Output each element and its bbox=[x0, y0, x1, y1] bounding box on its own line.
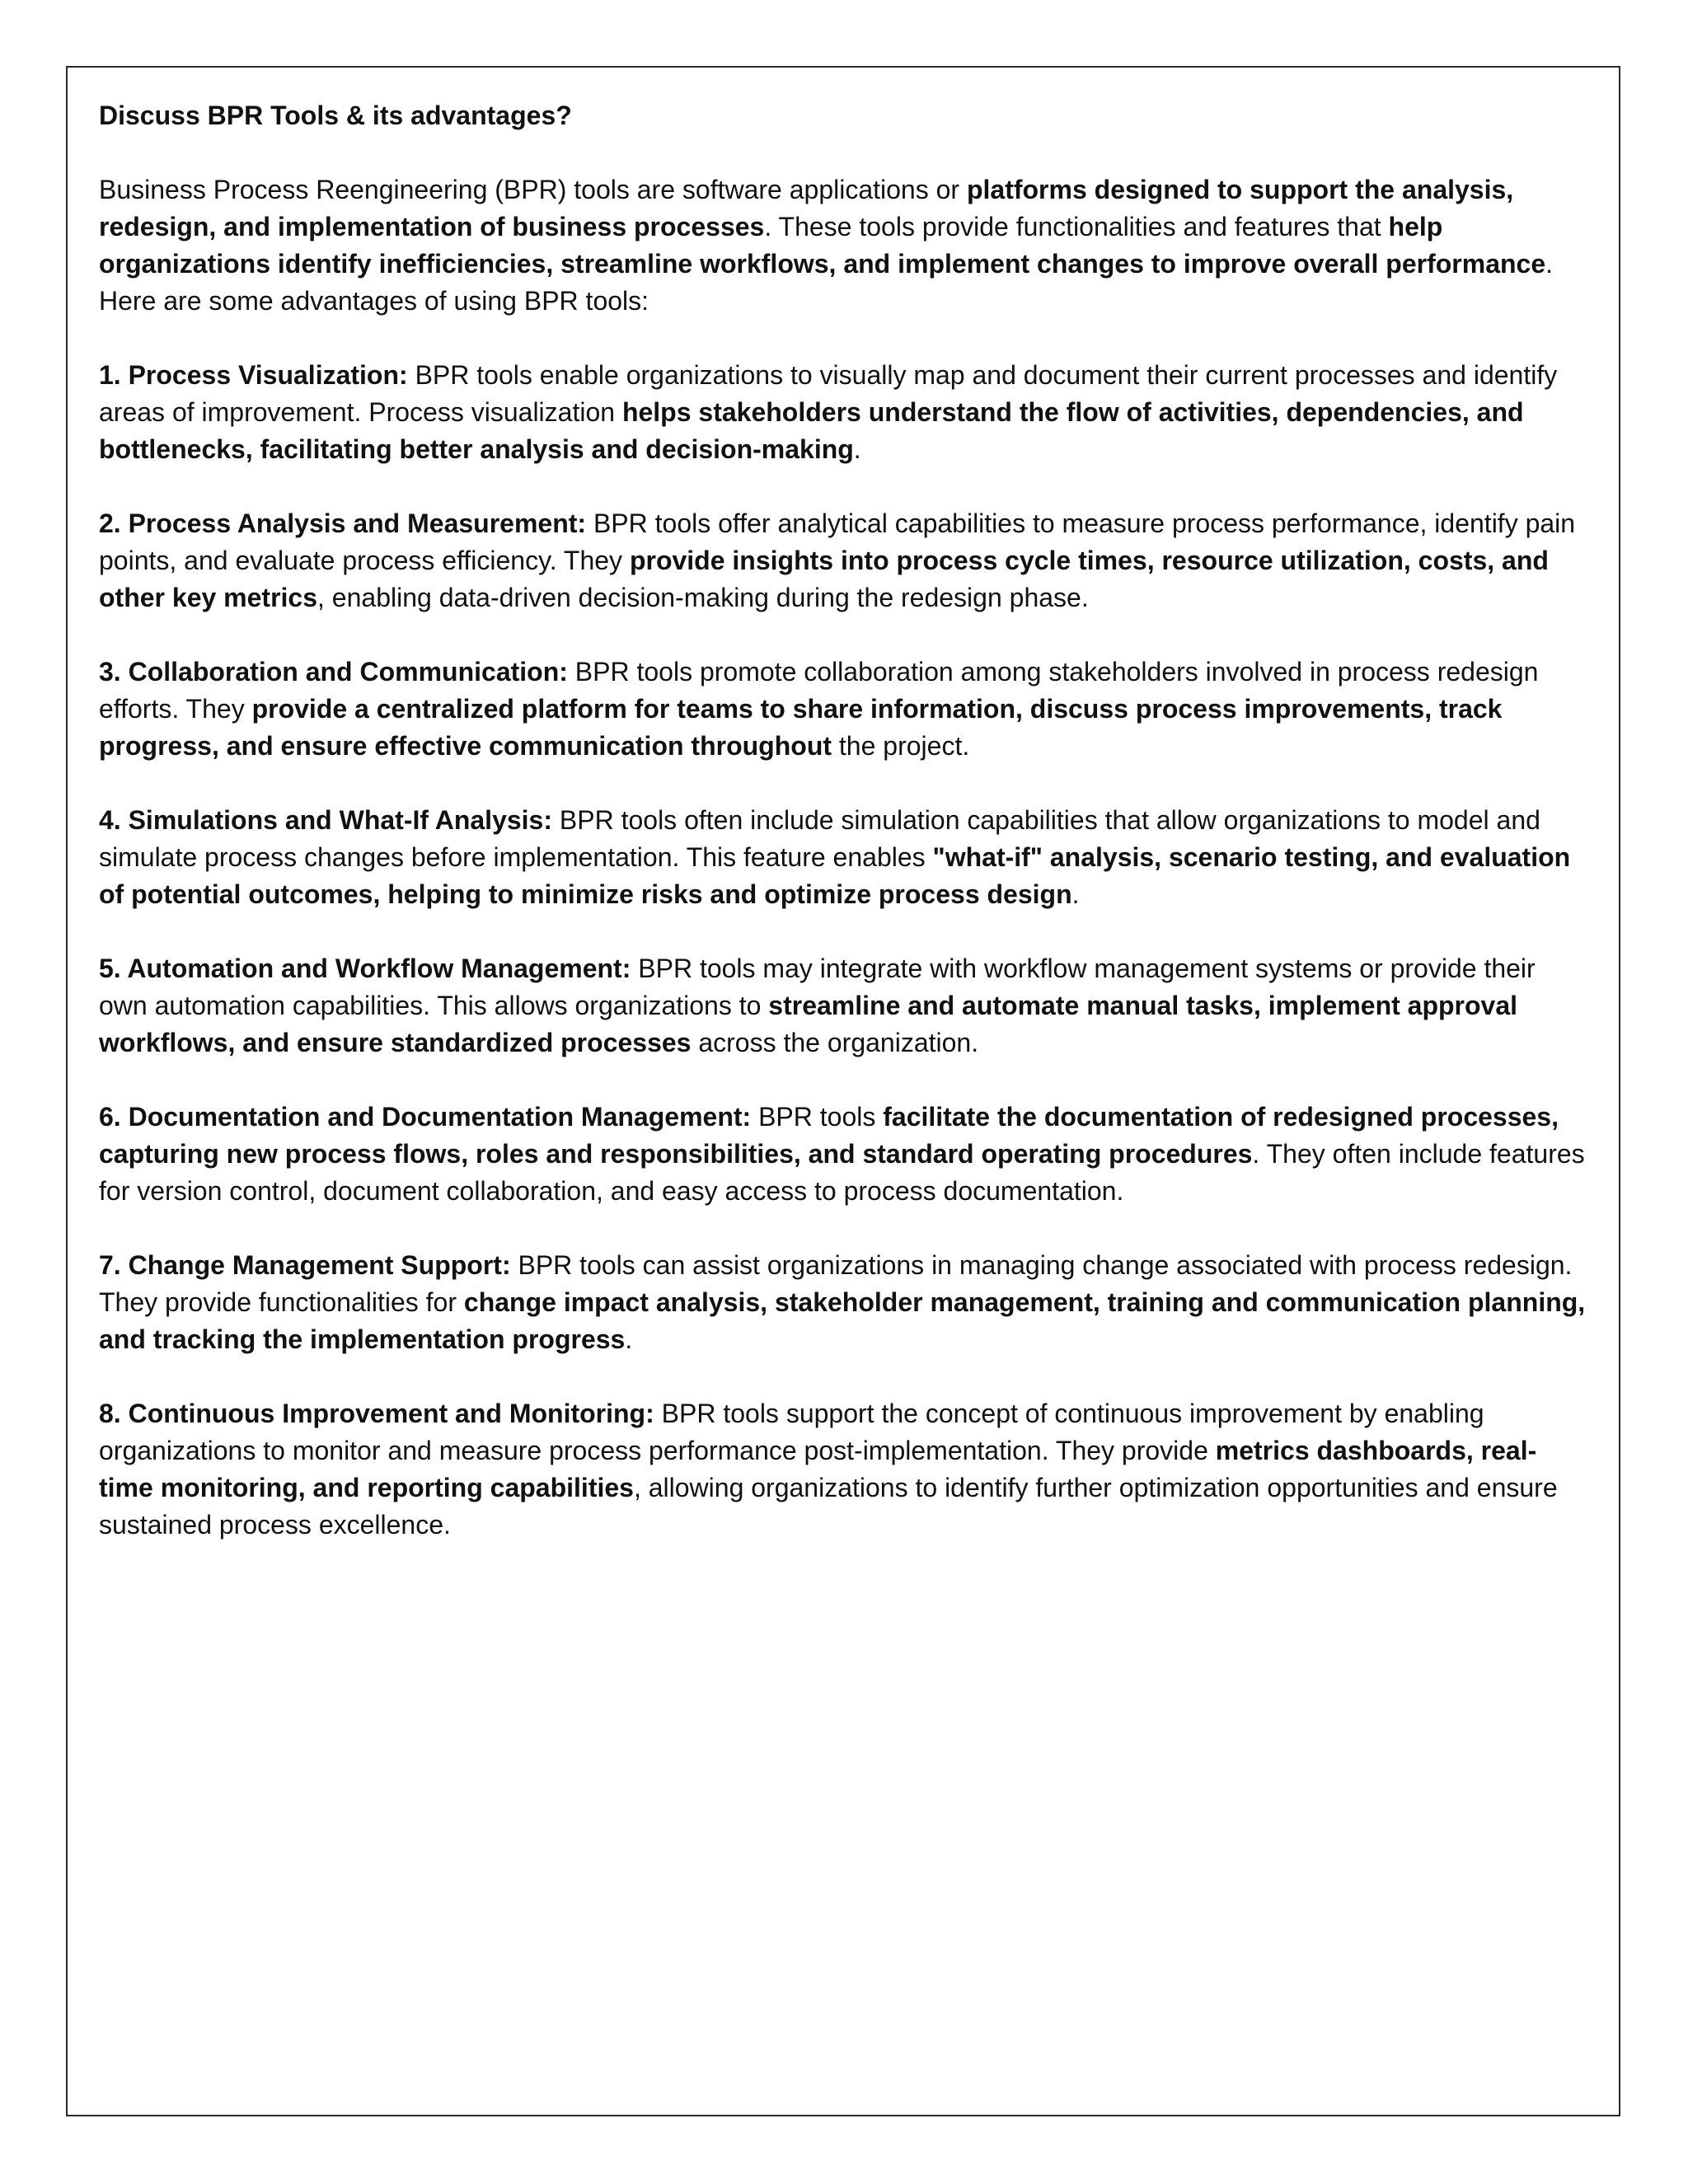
intro-run-bold: help organizations identify inefficiencies, streamline workflows, and implement changes to improve overall performance bbox=[99, 212, 1546, 279]
advantage-highlight: facilitate the documentation of redesigned processes, capturing new process flows, roles and responsibilities, and standard operating procedures bbox=[99, 1102, 1559, 1169]
advantage-text: BPR tools enable organizations to visually map and document their current processes and identify areas of improvement. Process visualization bbox=[99, 360, 1558, 427]
advantage-highlight: helps stakeholders understand the flow of activities, dependencies, and bottlenecks, facilitating better analysis and decision-making bbox=[99, 397, 1524, 464]
advantage-item-process-visualization bbox=[99, 357, 1591, 468]
document-body bbox=[99, 97, 1591, 1581]
advantage-heading: 8. Continuous Improvement and Monitoring: bbox=[99, 1399, 654, 1428]
intro-paragraph bbox=[99, 171, 1591, 320]
intro-run: Business Process Reengineering (BPR) tools are software applications or bbox=[99, 175, 967, 204]
advantage-heading: 2. Process Analysis and Measurement: bbox=[99, 509, 587, 538]
advantage-text: BPR tools offer analytical capabilities to measure process performance, identify pain points, and evaluate process efficiency. They bbox=[99, 509, 1576, 575]
advantage-text: BPR tools can assist organizations in managing change associated with process redesign. They provide functionalities for bbox=[99, 1250, 1573, 1317]
advantage-text: BPR tools bbox=[751, 1102, 884, 1132]
advantage-highlight: change impact analysis, stakeholder management, training and communication planning, and tracking the implementation progress bbox=[99, 1287, 1586, 1354]
advantage-item-documentation bbox=[99, 1099, 1591, 1210]
advantage-text: . They often include features for version control, document collaboration, and easy access to process documentation. bbox=[99, 1139, 1585, 1206]
advantage-item-simulations bbox=[99, 802, 1591, 913]
advantage-item-change-management bbox=[99, 1247, 1591, 1358]
intro-run: . These tools provide functionalities and features that bbox=[764, 212, 1389, 241]
advantage-heading: 4. Simulations and What-If Analysis: bbox=[99, 805, 552, 835]
advantage-highlight: streamline and automate manual tasks, implement approval workflows, and ensure standardized processes bbox=[99, 991, 1518, 1057]
advantage-text: BPR tools may integrate with workflow management systems or provide their own automation capabilities. This allows organizations to bbox=[99, 954, 1536, 1020]
advantage-item-collaboration bbox=[99, 654, 1591, 765]
advantage-heading: 5. Automation and Workflow Management: bbox=[99, 954, 631, 983]
advantage-item-automation bbox=[99, 950, 1591, 1062]
intro-run: . Here are some advantages of using BPR tools: bbox=[99, 249, 1554, 316]
advantage-text: . bbox=[1071, 879, 1080, 909]
advantage-text: across the organization. bbox=[691, 1028, 979, 1057]
intro-run-bold: platforms designed to support the analysis, redesign, and implementation of business processes bbox=[99, 175, 1514, 241]
advantage-text: the project. bbox=[832, 731, 970, 761]
advantage-heading: 7. Change Management Support: bbox=[99, 1250, 511, 1280]
advantage-item-process-analysis bbox=[99, 505, 1591, 616]
advantage-text: BPR tools often include simulation capabilities that allow organizations to model and simulate process changes before implementation. This feature enables bbox=[99, 805, 1540, 872]
advantage-heading: 3. Collaboration and Communication: bbox=[99, 657, 568, 687]
advantage-heading: 1. Process Visualization: bbox=[99, 360, 408, 390]
advantage-text: , enabling data-driven decision-making during the redesign phase. bbox=[317, 583, 1089, 612]
advantage-text: , allowing organizations to identify further optimization opportunities and ensure sustained process excellence. bbox=[99, 1473, 1558, 1540]
advantage-highlight: metrics dashboards, real-time monitoring, and reporting capabilities bbox=[99, 1436, 1537, 1502]
advantage-highlight: provide insights into process cycle times, resource utilization, costs, and other key metrics bbox=[99, 546, 1549, 612]
advantage-item-continuous-improvement bbox=[99, 1395, 1591, 1544]
advantage-text: BPR tools promote collaboration among stakeholders involved in process redesign efforts. They bbox=[99, 657, 1539, 724]
advantage-text: . bbox=[853, 434, 861, 464]
advantage-highlight: provide a centralized platform for teams to share information, discuss process improvements, track progress, and ensure effective communication throughout bbox=[99, 694, 1503, 761]
advantage-text: BPR tools support the concept of continuous improvement by enabling organizations to monitor and measure process performance post-implementation. They provide bbox=[99, 1399, 1484, 1465]
advantage-text: . bbox=[625, 1324, 633, 1354]
document-title: Discuss BPR Tools & its advantages? bbox=[99, 101, 572, 130]
advantage-heading: 6. Documentation and Documentation Management: bbox=[99, 1102, 752, 1132]
advantage-highlight: "what-if" analysis, scenario testing, and evaluation of potential outcomes, helping to minimize risks and optimize process design bbox=[99, 842, 1571, 909]
